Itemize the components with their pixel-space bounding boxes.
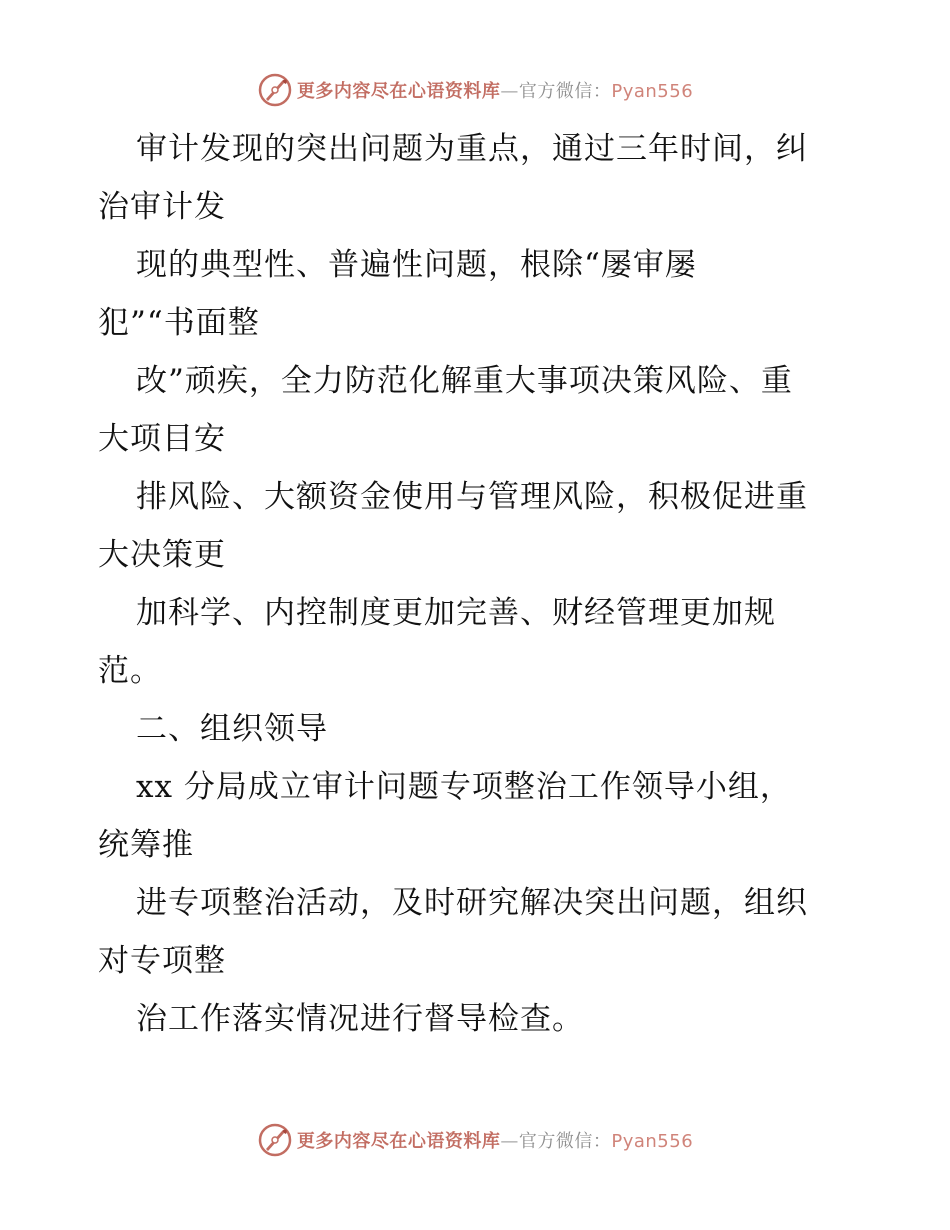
text-line: 二、组织领导	[136, 711, 328, 747]
text-line: 治工作落实情况进行督导检查。	[136, 1001, 584, 1037]
text-line: 现的典型性、普遍性问题，根除“屡审屡	[136, 247, 697, 283]
feather-pen-logo-icon	[257, 72, 293, 108]
text-line: 犯”“书面整	[98, 305, 260, 341]
text-line: 范。	[98, 653, 162, 689]
text-line: 进专项整治活动，及时研究解决突出问题，组织	[136, 885, 808, 921]
watermark-text: 更多内容尽在心语资料库—官方微信：Pyan556	[296, 81, 694, 102]
feather-pen-logo-icon	[257, 1122, 293, 1158]
watermark-text: 更多内容尽在心语资料库—官方微信：Pyan556	[296, 1131, 694, 1152]
text-line: 排风险、大额资金使用与管理风险，积极促进重	[136, 479, 808, 515]
text-line: 加科学、内控制度更加完善、财经管理更加规	[136, 595, 776, 631]
text-line: 审计发现的突出问题为重点，通过三年时间，纠	[136, 131, 808, 167]
text-line: 治审计发	[98, 189, 226, 225]
document-body	[98, 120, 858, 1048]
text-line: 对专项整	[98, 943, 226, 979]
text-line: 改”顽疾，全力防范化解重大事项决策风险、重	[136, 363, 793, 399]
text-line: 统筹推	[98, 827, 194, 863]
header-watermark	[0, 70, 950, 110]
text-line: 大项目安	[98, 421, 226, 457]
text-line: xx 分局成立审计问题专项整治工作领导小组，	[136, 769, 792, 805]
text-line: 大决策更	[98, 537, 226, 573]
footer-watermark	[0, 1120, 950, 1160]
